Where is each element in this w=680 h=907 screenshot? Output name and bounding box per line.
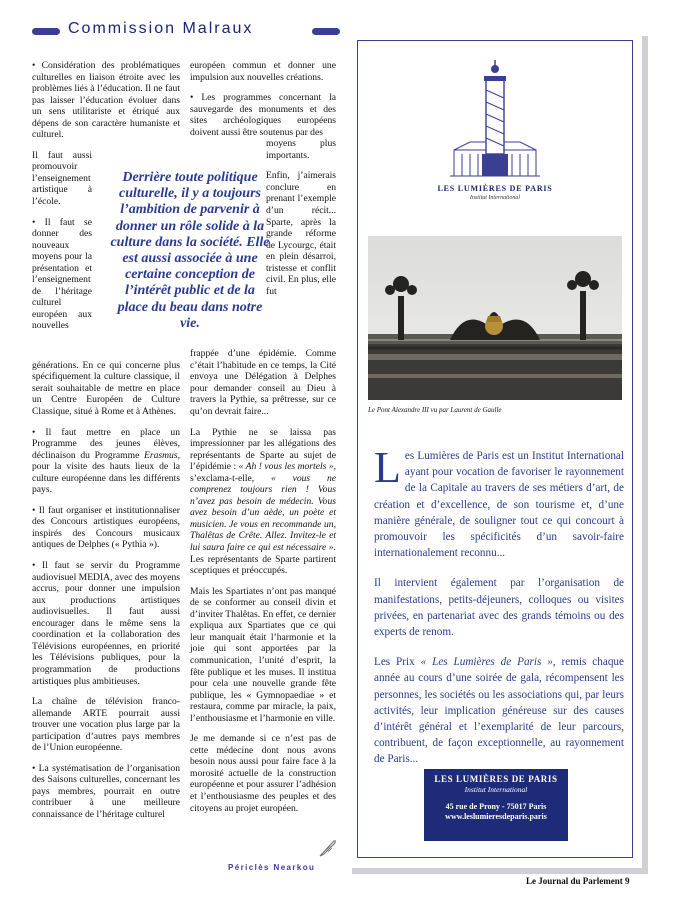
paragraph: La chaîne de télévision franco-allemande ARTE pourrait aussi trouver une vocation plus large par la participation d’autres pays membres de l’Union européenne. xyxy=(32,696,180,754)
paragraph: • La systématisation de l’organisation des Saisons culturelles, concernant les pays membres, pourrait en outre contribuer à une meilleure connaissance de l’héritage culturel xyxy=(32,762,180,820)
paragraph: Je me demande si ce n’est pas de cette médecine dont nous avons besoin nous aussi pour faire face à la morosité actuelle de la construction européenne et pour assurer l’adhésion et l’enthousiasme des peuples et des citoyens au projet européen. xyxy=(190,733,336,814)
paragraph: Il faut aussi promouvoir l’enseignement artistique à l’école. xyxy=(32,149,92,208)
paragraph: • Il faut mettre en place un Programme des jeunes élèves, déclinaison du Programme Erasmus, pour la visite des hauts lieux de la culture européenne dans les différents pays. xyxy=(32,426,180,496)
author-signature: Périclès Nearkou xyxy=(228,863,316,872)
paragraph: • Il faut organiser et institutionnaliser des Concours artistiques européens, inspirés des Concours musicaux antiques de Delphes (« Pythia »). xyxy=(32,504,180,551)
paragraph: • Il faut se servir du Programme audiovisuel MEDIA, avec des moyens accrus, pour donner une impulsion aux productions artistiques audiovisuelles. Il faut aussi encourager dans le même sens la coordination et la collaboration des Télévisions européennes, en priorité les Télévisions publiques, pour la programmation de productions artistiques plus ambitieuses. xyxy=(32,560,180,687)
page-footer: Le Journal du Parlement 9 xyxy=(526,876,630,886)
paragraph: • Il faut se donner des nouveaux moyens pour la présentation et l’enseignement de l’héritage culturel européen aux nouvelles xyxy=(32,216,92,332)
address-box xyxy=(424,769,568,841)
paragraph: Les Lumières de Paris est un Institut International ayant pour vocation de favoriser le rayonnement de la Capitale au travers de ses métiers d’art, de création et d’excellence, de son tourisme et, d’une manière générale, de souligner tout ce qui concourt à promouvoir les spécificités d’un savoir-faire internationalement reconnu... xyxy=(374,443,624,560)
paragraph: Mais les Spartiates n’ont pas manqué de se conformer au conseil divin et d’inviter Thalêtas. En effet, ce dernier expliqua aux Spartiates que ce qui leur manquait était l’harmonie et la joie qui sont apportées par la communication, l’unité d’esprit, la fête publique et les muses. Il institua pour cela une nouvelle grande fête publique, les « Gymnopaediae » et restaura, comme par miracle, la paix, l’enthousiasme et l’harmonie en ville. xyxy=(190,585,336,724)
paragraph: européen commun et donner une impulsion aux nouvelles créations. xyxy=(190,60,336,83)
paragraph: • Considération des problématiques culturelles en liaison étroite avec les problèmes liés à l’éducation. Il ne faut pas laisser l’éducation évoluer dans un sens utilitariste et étriqué aux dépens de son caractère humaniste et culturel. xyxy=(32,60,180,141)
header-ornament-right xyxy=(312,28,340,35)
address-name: LES LUMIÈRES DE PARIS xyxy=(434,774,558,784)
address-subtitle: Institut International xyxy=(464,785,528,794)
bridge-photo xyxy=(368,236,622,400)
street-address: 45 rue de Prony - 75017 Paris xyxy=(445,802,547,811)
pull-quote: Derrière toute politique culturelle, il y a toujours l’ambition de parvenir à donner un rôle solide à la culture dans la société. Elle est aussi associée à une certaine conception de l’intérêt public et de la place du beau dans notre vie. xyxy=(110,170,270,331)
institute-description xyxy=(374,443,624,782)
paragraph: générations. En ce qui concerne plus spécifiquement la culture classique, il serait souhaitable de mettre en place un Centre Européen de Culture Classique, situé à Rome et à Athènes. xyxy=(32,359,180,418)
paragraph: moyens plus importants. xyxy=(266,138,336,161)
quill-icon xyxy=(318,838,338,858)
drop-cap: L xyxy=(374,443,401,492)
section-title: Commission Malraux xyxy=(68,20,254,37)
paragraph: La Pythie ne se laissa pas impressionner par les allégations des représentants de Sparte au sujet de l’épidémie : « Ah ! vous les mortels », s’exclama-t-elle, « vous ne comprenez toujours rien ! Vous n’avez pas besoin de médecin. Vous avez besoin d’un aède, un poète et musicien. Je vous en recommande un, Thalêtas de Crête. Allez. Invitez-le et lui saura faire ce qui est nécessaire ». Les représentants de Sparte partirent sceptiques et préoccupés. xyxy=(190,426,336,577)
paragraph: frappée d’une épidémie. Comme c’était l’habitude en ce temps, la Cité envoya une Délégation à Delphes pour demander conseil au Dieu à travers la Pythie, sa prêtresse, sur ce qu’on devrait faire... xyxy=(190,348,336,418)
website-link[interactable]: www.leslumieresdeparis.paris xyxy=(445,812,547,821)
paragraph: • Les programmes concernant la sauvegarde des monuments et des sites archéologiques européens doivent aussi être soutenus par des xyxy=(190,92,336,138)
paragraph: Enfin, j’aimerais conclure en prenant l’exemple d’un récit... Sparte, après la grande réforme de Lycourgc, était en plein désarroi, tristesse et conflit civil. En plus, elle fut xyxy=(266,170,336,297)
column-monument-logo xyxy=(440,58,550,188)
paragraph: Il intervient également par l’organisation de manifestations, petits-déjeuners, colloques ou visites privées, en partenariat avec des grands témoins ou des experts de renom. xyxy=(374,577,624,639)
paragraph: Les Prix « Les Lumières de Paris », remis chaque année au cours d’une soirée de gala, récompensent les personnes, les sociétés ou les associations qui, par leurs activités, leur implication généreuse sur des causes d’intérêt général et l’exemplarité de leur parcours, contribuent, de façon exceptionnelle, au rayonnement de Paris... xyxy=(374,656,624,766)
logo-name: LES LUMIÈRES DE PARIS xyxy=(437,184,553,193)
photo-caption: Le Pont Alexandre III vu par Laurent de Gaulle xyxy=(368,406,502,414)
header-ornament-left xyxy=(32,28,60,35)
logo-subtitle: Institut International xyxy=(469,195,521,201)
